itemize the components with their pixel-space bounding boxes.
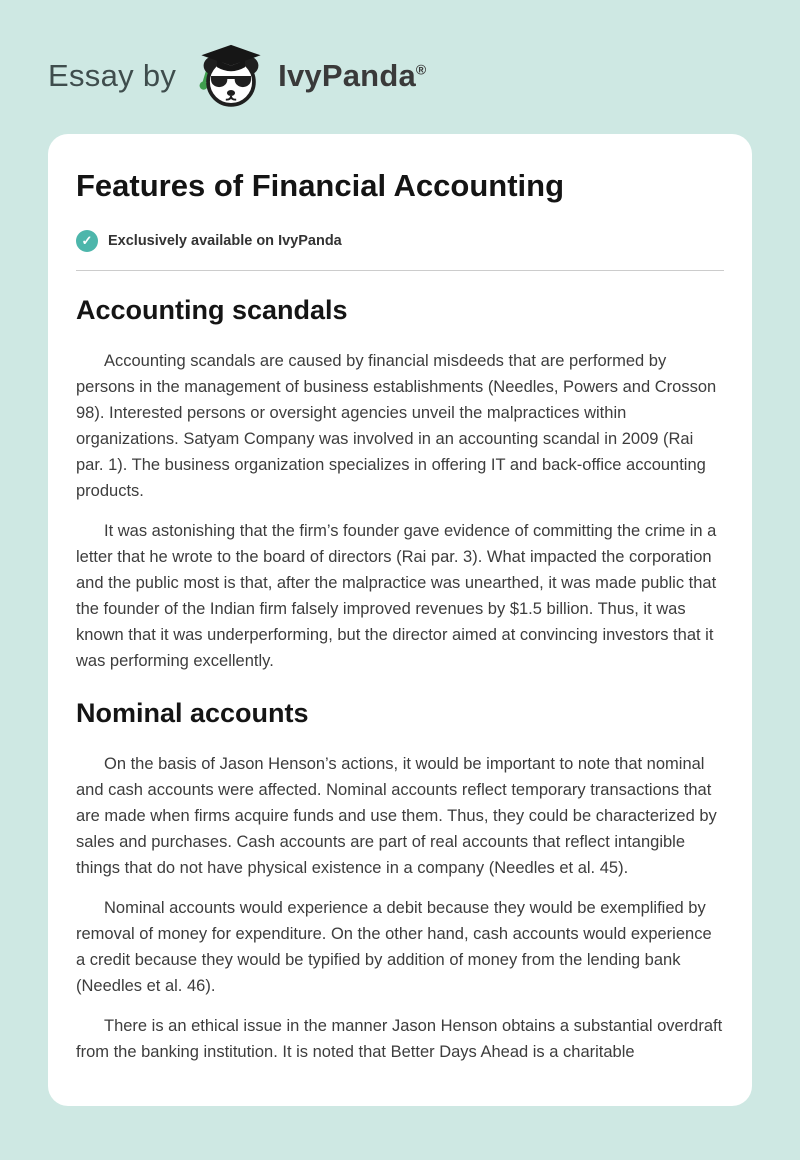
header-divider	[76, 270, 724, 271]
ivypanda-panda-logo-icon	[194, 39, 268, 113]
brand-name	[278, 58, 426, 94]
paragraph: On the basis of Jason Henson’s actions, it would be important to note that nominal and cash accounts were affected. Nominal accounts reflect temporary transactions that are made when firms acquire funds and use them. Thus, they could be characterized by sales and purchases. Cash accounts are part of real accounts that reflect intangible things that do not have physical existence in a company (Needles et al. 45).	[76, 754, 717, 877]
section-heading-nominal-accounts: Nominal accounts	[76, 697, 309, 728]
exclusive-badge	[76, 230, 724, 252]
exclusive-badge-label: Exclusively available on IvyPanda	[108, 232, 342, 249]
paragraph: There is an ethical issue in the manner Jason Henson obtains a substantial overdraft from the banking institution. It is noted that Better Days Ahead is a charitable	[76, 1016, 723, 1061]
check-icon: ✓	[76, 230, 98, 252]
paragraph: Nominal accounts would experience a debit because they would be exemplified by removal of money for expenditure. On the other hand, cash accounts would experience a credit because they would be typified by addition of money from the lending bank (Needles et al. 46).	[76, 898, 712, 995]
paragraph: Accounting scandals are caused by financial misdeeds that are performed by persons in the management of business establishments (Needles, Powers and Crosson 98). Interested persons or oversight agencies unveil the malpractices within organizations. Satyam Company was involved in an accounting scandal in 2009 (Rai par. 1). The business organization specializes in offering IT and back-office accounting products.	[76, 351, 717, 500]
registered-mark: ®	[415, 61, 427, 78]
section-heading-accounting-scandals: Accounting scandals	[76, 294, 348, 325]
essay-card	[48, 134, 752, 1106]
paragraph: It was astonishing that the firm’s founder gave evidence of committing the crime in a letter that he wrote to the board of directors (Rai par. 3). What impacted the corporation and the public most is that, after the malpractice was unearthed, it was made public that the founder of the Indian firm falsely improved revenues by $1.5 billion. Thus, it was known that it was underperforming, but the director aimed at convincing investors that it was performing excellently.	[76, 521, 717, 670]
brand-text: IvyPanda	[278, 58, 416, 93]
page-title: Features of Financial Accounting	[76, 168, 565, 203]
page-header	[0, 0, 800, 116]
essay-by-label: Essay by	[48, 58, 177, 93]
